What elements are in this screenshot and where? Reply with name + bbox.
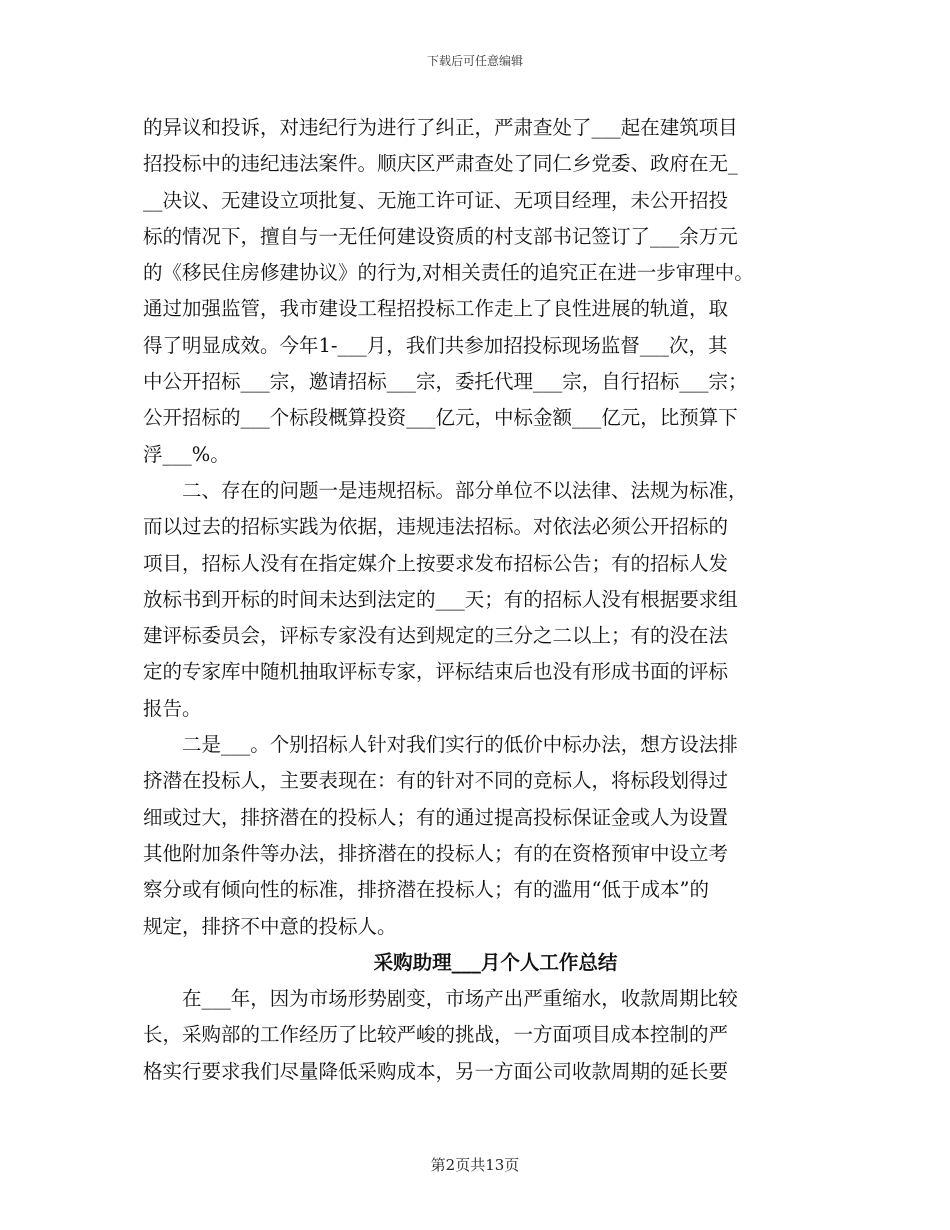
text-line: 二、存在的问题一是违规招标。部分单位不以法律、法规为标准， <box>143 478 748 502</box>
text-line: 通过加强监管，我市建设工程招投标工作走上了良性进展的轨道，取 <box>143 297 729 321</box>
text-line: 察分或有倾向性的标准，排挤潜在投标人；有的滥用“低于成本”的 <box>143 878 709 902</box>
text-line: 在___年，因为市场形势剧变，市场产出严重缩水，收款周期比较 <box>143 987 738 1011</box>
text-line: 公开招标的___个标段概算投资___亿元，中标金额___亿元，比预算下 <box>143 406 738 430</box>
text-line: 定的专家库中随机抽取评标专家，评标结束后也没有形成书面的评标 <box>143 660 729 684</box>
text-line: 放标书到开标的时间未达到法定的___天；有的招标人没有根据要求组 <box>143 587 738 611</box>
text-line: 规定，排挤不中意的投标人。 <box>143 914 397 938</box>
text-line: 建评标委员会，评标专家没有达到规定的三分之二以上；有的没在法 <box>143 624 729 648</box>
text-line: 其他附加条件等办法，排挤潜在的投标人；有的在资格预审中设立考 <box>143 841 729 865</box>
text-line: 而以过去的招标实践为依据，违规违法招标。对依法必须公开招标的 <box>143 515 729 539</box>
text-line: 项目，招标人没有在指定媒介上按要求发布招标公告；有的招标人发 <box>143 551 729 575</box>
text-line: 的异议和投诉，对违纪行为进行了纠正，严肃查处了___起在建筑项目 <box>143 116 738 139</box>
text-line: 浮___%。 <box>143 442 230 466</box>
page-header: 下载后可任意编辑 <box>426 54 523 68</box>
text-line: 格实行要求我们尽量降低采购成本，另一方面公司收款周期的延长要 <box>143 1059 729 1083</box>
document-body <box>143 110 808 1090</box>
text-line: 长，采购部的工作经历了比较严峻的挑战，一方面项目成本控制的严 <box>143 1023 729 1047</box>
text-line: 中公开招标___宗，邀请招标___宗，委托代理___宗，自行招标___宗； <box>143 370 748 394</box>
text-line: 报告。 <box>143 696 202 720</box>
text-line: 挤潜在投标人，主要表现在：有的针对不同的竞标人，将标段划得过 <box>143 769 729 793</box>
section-heading: 采购助理___月个人工作总结 <box>373 950 618 974</box>
text-line: __决议、无建设立项批复、无施工许可证、无项目经理，未公开招投 <box>143 188 729 212</box>
text-line: 招投标中的违纪违法案件。顺庆区严肃查处了同仁乡党委、政府在无_ <box>143 152 738 176</box>
page-footer: 第2页共13页 <box>430 1156 520 1174</box>
text-line: 二是___。个别招标人针对我们实行的低价中标办法，想方设法排 <box>143 733 738 757</box>
text-line: 细或过大，排挤潜在的投标人；有的通过提高投标保证金或人为设置 <box>143 805 729 829</box>
text-line: 得了明显成效。今年1-___月，我们共参加招投标现场监督___次，其 <box>143 333 728 357</box>
text-line: 的《移民住房修建协议》的行为,对相关责任的追究正在进一步审理中。 <box>143 261 754 285</box>
text-line: 标的情况下，擅自与一无任何建设资质的村支部书记签订了___余万元 <box>143 224 738 248</box>
